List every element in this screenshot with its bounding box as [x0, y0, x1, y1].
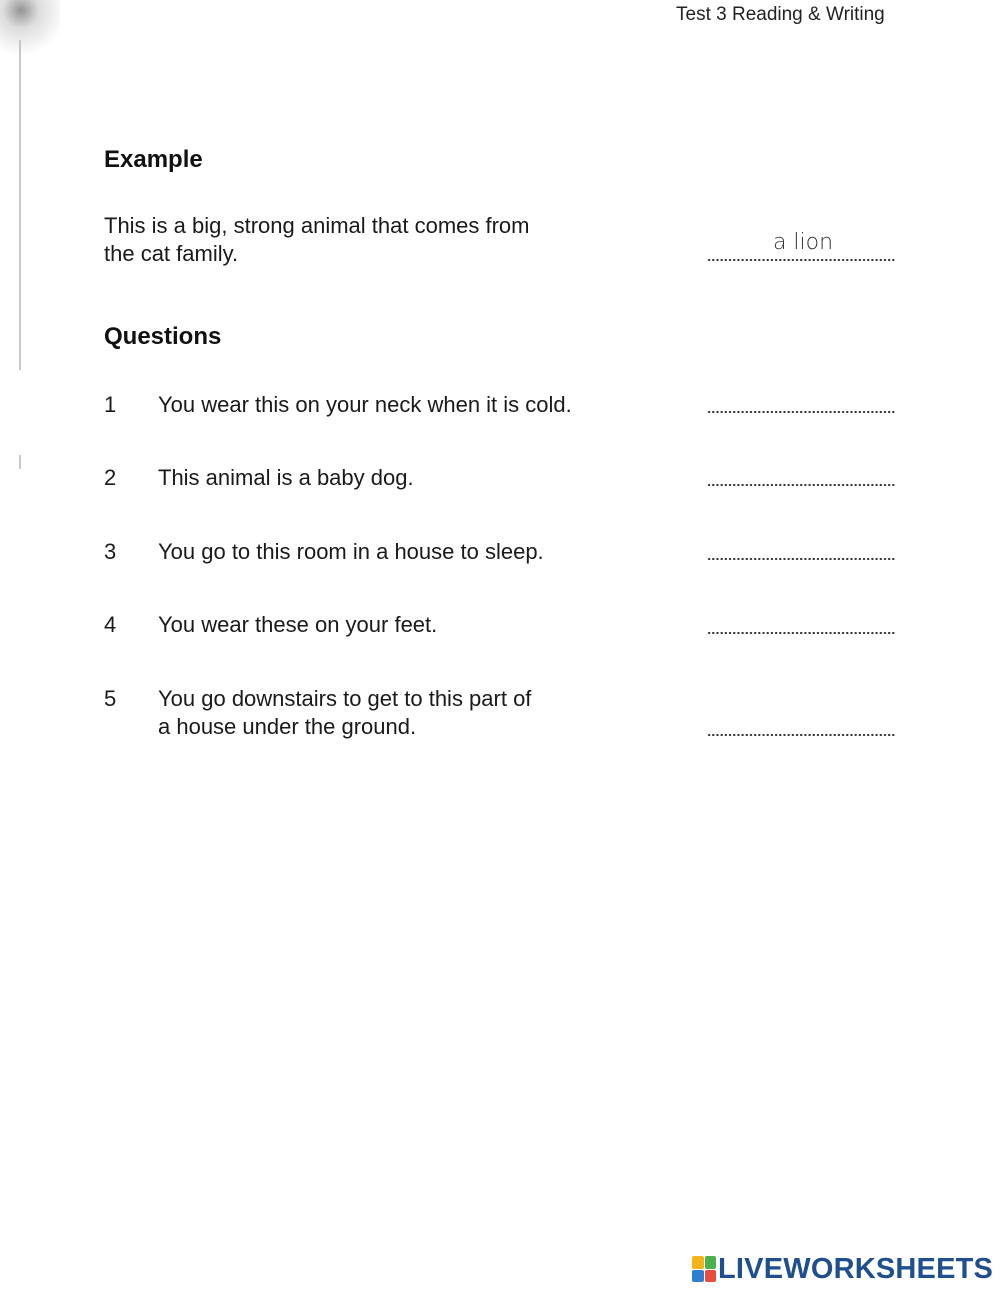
- logo-square: [692, 1270, 704, 1283]
- example-prompt: [104, 212, 604, 268]
- answer-line-5[interactable]: [707, 733, 895, 737]
- logo-square: [705, 1270, 717, 1283]
- question-line-1: You wear this on your neck when it is cold.: [158, 392, 572, 417]
- logo-square: [705, 1256, 717, 1269]
- question-number: 4: [104, 612, 117, 637]
- example-prompt-line-1: This is a big, strong animal that comes from: [104, 213, 530, 238]
- answer-line-3[interactable]: [707, 557, 895, 561]
- example-answer: a lion: [772, 230, 834, 255]
- logo-mark-icon: [692, 1256, 716, 1282]
- page-header: Test 3 Reading & Writing: [676, 4, 885, 25]
- question-number: 5: [104, 686, 117, 711]
- question-text: [158, 611, 638, 639]
- answer-line-4[interactable]: [707, 631, 895, 635]
- liveworksheets-logo: [692, 1253, 993, 1285]
- questions-heading: Questions: [104, 323, 222, 350]
- logo-text: LIVEWORKSHEETS: [718, 1252, 994, 1285]
- example-answer-line: [707, 258, 895, 262]
- question-text: [158, 464, 638, 492]
- scan-edge-mark: [19, 455, 21, 469]
- question-line-1: This animal is a baby dog.: [158, 465, 414, 490]
- logo-square: [692, 1256, 704, 1269]
- example-heading: Example: [104, 146, 203, 173]
- scan-edge-line: [19, 40, 21, 370]
- question-number: 2: [104, 465, 117, 490]
- question-line-1: You wear these on your feet.: [158, 612, 438, 637]
- example-prompt-line-2: the cat family.: [104, 241, 239, 266]
- question-number: 1: [104, 392, 117, 417]
- scan-artifact: [0, 0, 60, 130]
- question-line-1: You go downstairs to get to this part of: [158, 686, 532, 711]
- answer-line-1[interactable]: [707, 410, 895, 414]
- question-line-2: a house under the ground.: [158, 714, 417, 739]
- answer-line-2[interactable]: [707, 483, 895, 487]
- question-text: [158, 685, 638, 741]
- question-text: [158, 391, 638, 419]
- question-line-1: You go to this room in a house to sleep.: [158, 539, 544, 564]
- question-text: [158, 538, 638, 566]
- question-number: 3: [104, 539, 117, 564]
